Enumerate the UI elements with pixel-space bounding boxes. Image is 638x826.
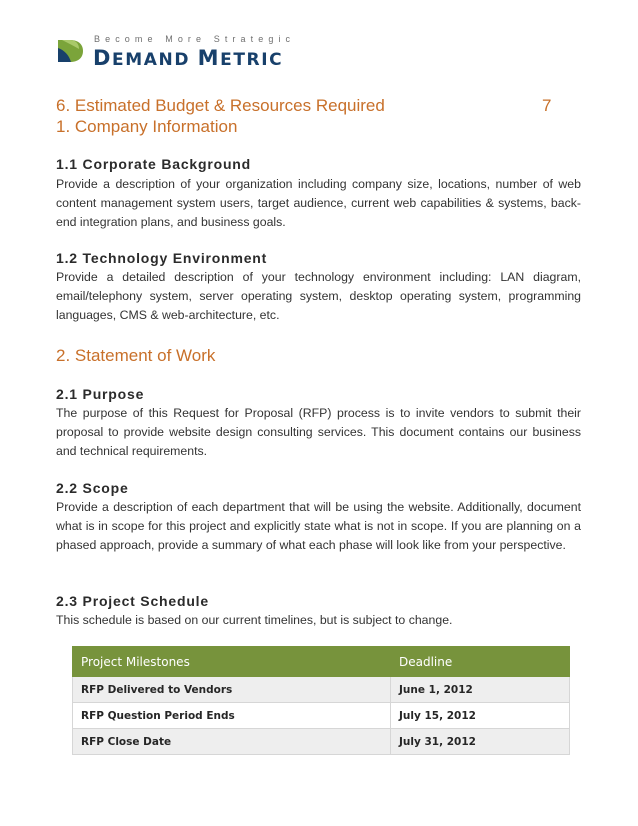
subheading-technology-environment: 1.2 Technology Environment [56, 250, 268, 266]
deadline-cell: July 15, 2012 [391, 703, 570, 729]
milestone-cell: RFP Close Date [73, 729, 391, 755]
demand-metric-logo [56, 34, 316, 68]
logo-name-rest-2: ETRIC [220, 50, 284, 70]
subheading-corporate-background: 1.1 Corporate Background [56, 156, 252, 172]
paragraph-technology-environment: Provide a detailed description of your technology environment including: LAN diagram, email/telephony system, server operating system, desktop operating system, programming languages, CMS & web-architecture, etc. [56, 270, 581, 322]
logo-mark-icon [56, 36, 84, 64]
column-header-deadline: Deadline [391, 647, 570, 677]
paragraph-corporate-background: Provide a description of your organization including company size, locations, number of web content management system users, target audience, current web capabilities & systems, back-end integration plans, and business goals. [56, 177, 581, 229]
paragraph-scope: Provide a description of each department that will be using the website. Additionally, document what is in scope for this project and explicitly state what is not in scope. If you are planning on a phased approach, provide a summary of what each phase will look like from your perspective. [56, 500, 581, 552]
deadline-cell: July 31, 2012 [391, 729, 570, 755]
deadline-cell: June 1, 2012 [391, 677, 570, 703]
milestone-cell: RFP Question Period Ends [73, 703, 391, 729]
logo-tagline: Become More Strategic [94, 34, 296, 44]
logo-name-cap-2: M [197, 46, 221, 70]
logo-name-cap-1: D [93, 46, 113, 70]
table-row [73, 703, 570, 729]
paragraph-purpose: The purpose of this Request for Proposal (RFP) process is to invite vendors to submit their proposal to provide website design consulting services. This document contains our business and technical requirements. [56, 406, 581, 458]
subheading-project-schedule: 2.3 Project Schedule [56, 593, 209, 609]
table-header-row [73, 647, 570, 677]
section-heading-statement-of-work: 2. Statement of Work [56, 346, 216, 365]
subheading-purpose: 2.1 Purpose [56, 386, 145, 402]
column-header-milestones: Project Milestones [73, 647, 391, 677]
paragraph-project-schedule: This schedule is based on our current timelines, but is subject to change. [56, 613, 453, 627]
table-row [73, 677, 570, 703]
milestone-cell: RFP Delivered to Vendors [73, 677, 391, 703]
table-row [73, 729, 570, 755]
logo-name [93, 46, 283, 70]
section-heading-company-info: 1. Company Information [56, 117, 238, 136]
project-schedule-table [72, 646, 570, 755]
logo-name-rest-1: EMAND [112, 50, 191, 70]
subheading-scope: 2.2 Scope [56, 480, 129, 496]
section-heading-budget: 6. Estimated Budget & Resources Required [56, 96, 385, 115]
page-number: 7 [542, 96, 552, 115]
